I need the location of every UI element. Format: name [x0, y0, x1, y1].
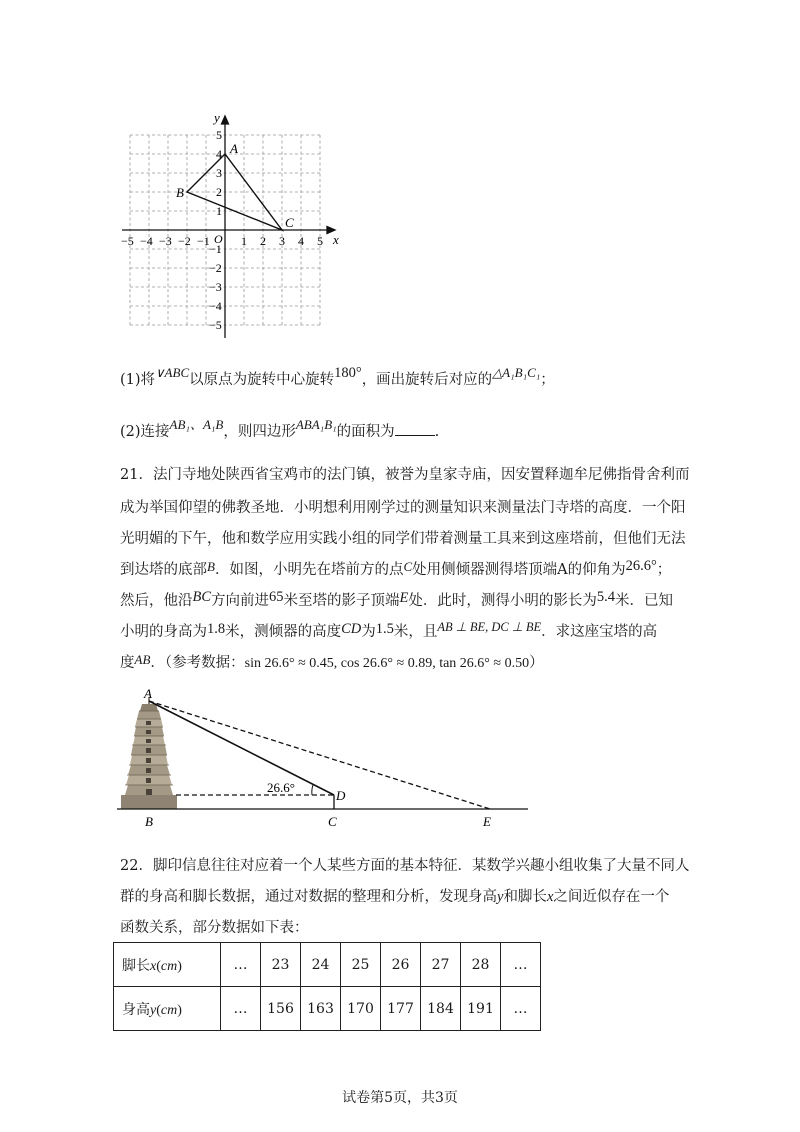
q22-line3: 函数关系，部分数据如下表：: [120, 920, 309, 936]
table-header-foot: 脚长x(cm): [114, 943, 221, 987]
x-tick-label: −1: [197, 234, 210, 248]
header-unit: cm: [160, 1002, 178, 1018]
table-cell: 191: [461, 987, 501, 1031]
header-label: 身高: [122, 1001, 150, 1018]
table-cell: 25: [341, 943, 381, 987]
line-ae-dashed: [149, 701, 490, 809]
q22-text: 群的身高和脚长数据，通过对数据的整理和分析，发现身高: [120, 889, 497, 905]
point-label-a: A: [230, 141, 238, 156]
angle-arc: [312, 785, 313, 795]
q21-line1: 21．法门寺地处陕西省宝鸡市的法门镇，被誉为皇家寺庙，因安置释迦牟尼佛指骨舍利而: [120, 467, 690, 483]
x-tick-label: 1: [241, 234, 247, 248]
y-tick-label: 4: [216, 147, 222, 161]
table-cell: …: [501, 943, 541, 987]
q21-text: 米，且: [393, 624, 438, 640]
y-tick-label: 5: [216, 128, 222, 142]
q21-line2: 成为举国仰望的佛教圣地．小明想利用刚学过的测量知识来测量法门寺塔的高度．一个阳: [120, 500, 686, 516]
angle-label: 26.6°: [267, 780, 295, 795]
q20-triangle-a1b1c1: △A₁B₁C₁: [492, 365, 541, 380]
label-e: E: [483, 814, 491, 829]
q21-point-e: E: [399, 590, 409, 606]
label-d: D: [336, 788, 346, 803]
y-axis-label: y: [214, 110, 220, 125]
table-row: [114, 987, 541, 1031]
q20-part2-text: ，则四边形: [223, 424, 296, 440]
q21-text: 然后，他沿: [120, 593, 193, 609]
q21-height: 1.8: [207, 621, 226, 637]
coordinate-grid-figure: [110, 108, 350, 348]
q21-text: ．求这座宝塔的高: [541, 624, 658, 640]
table-row: [114, 943, 541, 987]
label-b: B: [145, 814, 153, 829]
q21-text: 度: [120, 655, 135, 671]
q22-var-y: y: [497, 889, 504, 905]
q21-text: 小明的身高为: [120, 624, 207, 640]
q21-text: 米至塔的影子顶端: [283, 593, 400, 609]
table-cell: 24: [301, 943, 341, 987]
origin-label: O: [214, 232, 223, 246]
q20-part1-text: 以原点为旋转中心旋转: [189, 372, 335, 388]
table-cell: 23: [261, 943, 301, 987]
q21-text: 米．已知: [615, 593, 674, 609]
x-tick-label: −3: [159, 234, 172, 248]
page-footer: 试卷第5页，共3页: [342, 1090, 458, 1106]
table-cell: 177: [381, 987, 421, 1031]
q22-line2: [120, 885, 669, 906]
q21-line5: [120, 589, 673, 610]
q21-point-c: C: [403, 559, 413, 574]
header-var: y: [150, 1002, 157, 1018]
q21-shadow-length: 5.4: [596, 589, 616, 605]
y-tick-label: −4: [209, 299, 222, 313]
table-cell: …: [501, 987, 541, 1031]
q20-part2-end: .: [434, 424, 440, 440]
y-tick-label: 2: [216, 185, 222, 199]
q20-part1-prefix: (1)将: [120, 372, 156, 388]
line-ad: [149, 701, 334, 795]
q21-perpendicular: AB ⊥ BE, DC ⊥ BE: [437, 620, 542, 634]
q21-distance: 65: [269, 589, 284, 605]
q21-text: ）: [529, 655, 544, 671]
foot-height-table: [113, 942, 541, 1031]
q21-line4: [120, 558, 671, 579]
q22-text: 和脚长: [503, 889, 547, 905]
table-cell: 163: [301, 987, 341, 1031]
point-label-c: C: [285, 215, 294, 230]
q20-quadrilateral: ABA₁B₁: [295, 417, 337, 432]
q20-part2-text2: 的面积为: [336, 424, 395, 440]
y-tick-label: −3: [209, 280, 222, 294]
q21-text: ；: [656, 562, 672, 578]
y-tick-label: 1: [216, 204, 222, 218]
q21-text: 处用侧倾器测得塔顶端A的仰角为: [412, 562, 626, 578]
q22-text: 之间近似存在一个: [553, 889, 670, 905]
label-a: A: [144, 686, 152, 701]
q21-segment-bc: BC: [192, 589, 212, 605]
q22-line1: 22．脚印信息往往对应着一个人某些方面的基本特征．某数学兴趣小组收集了大量不同人: [120, 858, 690, 874]
q21-text: 方向前进: [211, 593, 270, 609]
x-tick-label: 4: [298, 234, 304, 248]
q20-part2-prefix: (2)连接: [120, 424, 170, 440]
table-cell: 170: [341, 987, 381, 1031]
q20-part1-text2: ，画出旋转后对应的: [361, 372, 493, 388]
q20-angle: 180°: [334, 365, 362, 381]
answer-blank[interactable]: [395, 423, 435, 436]
point-label-b: B: [176, 185, 184, 200]
q21-text: ．（参考数据：: [150, 655, 245, 671]
q20-part1: [120, 365, 555, 389]
q20-triangle-abc: ∨ABC: [155, 365, 190, 380]
q20-segments: AB₁、A₁B: [169, 417, 224, 432]
header-label: 脚长: [122, 957, 150, 974]
y-tick-label: −1: [209, 242, 222, 256]
q22-var-x: x: [546, 889, 554, 905]
axes: [122, 116, 335, 338]
q21-line3: 光明媚的下午，他和数学应用实践小组的同学们带着测量工具来到这座塔前，但他们无法: [120, 531, 686, 547]
q21-line7: [120, 651, 544, 672]
x-tick-label: −4: [140, 234, 153, 248]
y-tick-label: −5: [209, 318, 222, 332]
pagoda-image: [121, 697, 177, 809]
q21-segment-ab: AB: [134, 652, 151, 667]
q21-text: 米，测倾器的高度: [225, 624, 342, 640]
x-axis-label: x: [333, 232, 339, 247]
header-unit: cm: [160, 958, 178, 974]
x-tick-label: −2: [178, 234, 191, 248]
table-header-height: 身高y(cm): [114, 987, 221, 1031]
x-tick-label: −5: [121, 234, 134, 248]
y-tick-label: −2: [209, 261, 222, 275]
table-cell: 28: [461, 943, 501, 987]
x-tick-label: 5: [317, 234, 323, 248]
table-cell: …: [221, 943, 261, 987]
q21-point-b: B: [207, 559, 215, 574]
q21-reference-data: sin 26.6° ≈ 0.45, cos 26.6° ≈ 0.89, tan 26.6° ≈ 0.50: [244, 656, 530, 671]
x-tick-label: 2: [260, 234, 266, 248]
q21-segment-cd: CD: [341, 621, 362, 637]
table-cell: 27: [421, 943, 461, 987]
q20-part1-end: ；: [540, 372, 555, 388]
q20-part2: [120, 417, 440, 441]
table-cell: 26: [381, 943, 421, 987]
q21-device-height: 1.5: [375, 621, 394, 637]
label-c: C: [328, 814, 337, 829]
q21-text: 处．此时，测得小明的影长为: [408, 593, 597, 609]
y-tick-label: 3: [216, 166, 222, 180]
q21-text: 到达塔的底部: [120, 562, 207, 578]
q21-text: 为: [361, 624, 376, 640]
table-cell: …: [221, 987, 261, 1031]
table-cell: 184: [421, 987, 461, 1031]
table-cell: 156: [261, 987, 301, 1031]
tower-figure: [115, 685, 535, 830]
q21-angle-value: 26.6°: [625, 558, 657, 574]
header-var: x: [150, 958, 157, 974]
q21-text: ．如图，小明先在塔前方的点: [214, 562, 404, 578]
q21-line6: [120, 620, 657, 641]
x-tick-label: 3: [279, 234, 285, 248]
